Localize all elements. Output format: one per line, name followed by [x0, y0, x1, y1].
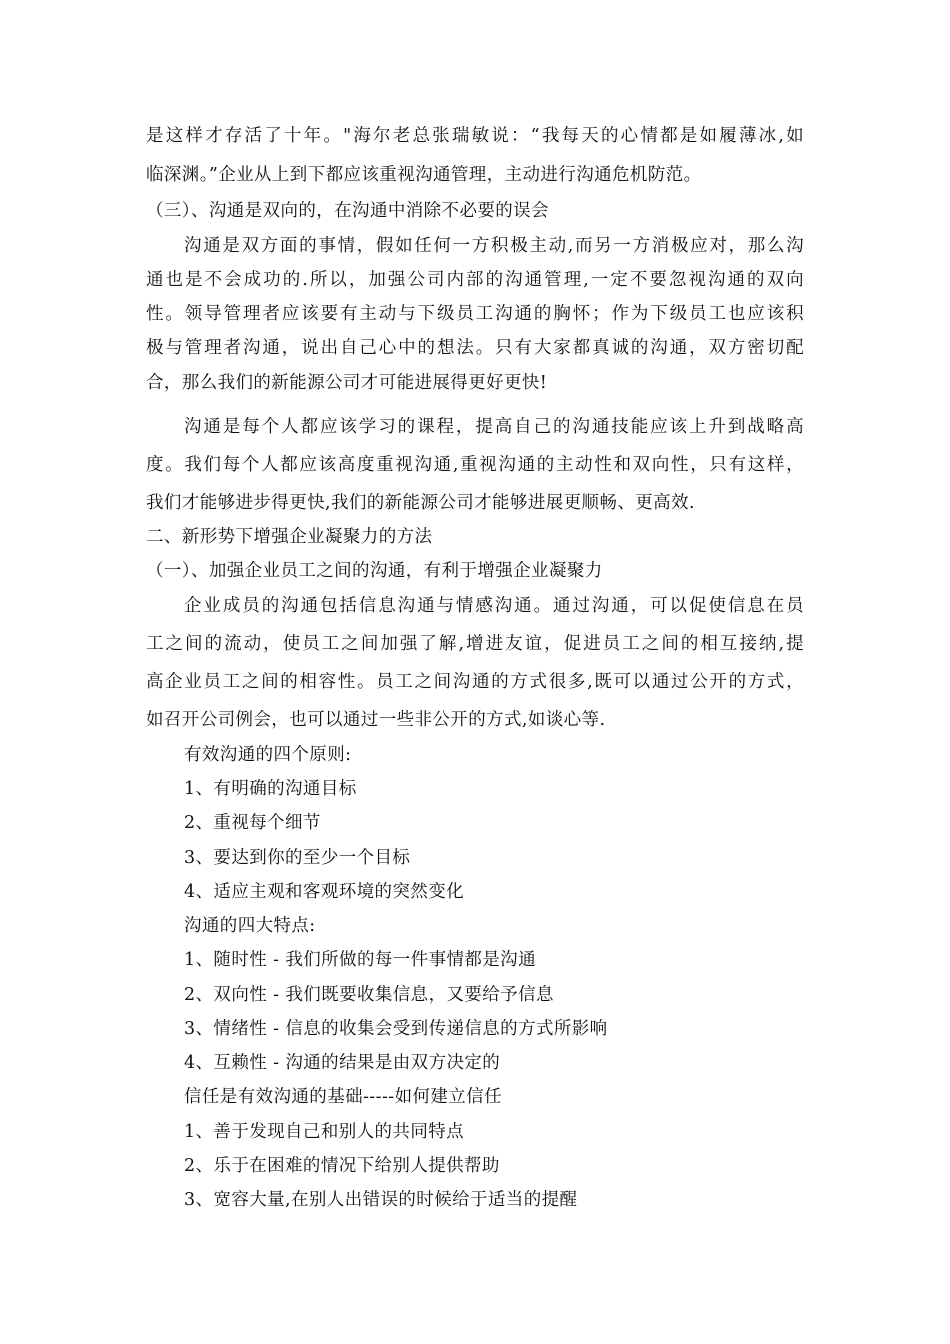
list-item: 3、情绪性 - 信息的收集会受到传递信息的方式所影响 — [184, 1019, 608, 1039]
paragraph-line: 沟通是双方面的事情，假如任何一方积极主动,而另一方消极应对，那么沟 — [184, 236, 804, 256]
paragraph-line: 度。我们每个人都应该高度重视沟通,重视沟通的主动性和双向性，只有这样， — [146, 455, 804, 475]
list-item: 4、适应主观和客观环境的突然变化 — [184, 882, 465, 902]
list-heading: 信任是有效沟通的基础-----如何建立信任 — [184, 1087, 502, 1107]
list-item: 1、有明确的沟通目标 — [184, 779, 357, 799]
paragraph-line: 沟通是每个人都应该学习的课程，提高自己的沟通技能应该上升到战略高 — [184, 417, 804, 437]
paragraph-line: 工之间的流动，使员工之间加强了解,增进友谊，促进员工之间的相互接纳,提 — [146, 634, 804, 654]
paragraph-line: 性。领导管理者应该要有主动与下级员工沟通的胸怀；作为下级员工也应该积 — [146, 304, 804, 324]
list-item: 2、乐于在困难的情况下给别人提供帮助 — [184, 1156, 500, 1176]
list-item: 3、宽容大量,在别人出错误的时候给于适当的提醒 — [184, 1190, 578, 1210]
list-item: 1、随时性 - 我们所做的每一件事情都是沟通 — [184, 950, 536, 970]
paragraph-line: 是这样才存活了十年。"海尔老总张瑞敏说：“我每天的心情都是如履薄冰,如 — [146, 126, 804, 146]
list-heading: 有效沟通的四个原则: — [184, 745, 352, 765]
paragraph-line: 通也是不会成功的.所以，加强公司内部的沟通管理,一定不要忽视沟通的双向 — [146, 270, 804, 290]
section-heading: （三）、沟通是双向的，在沟通中消除不必要的误会 — [146, 201, 549, 221]
list-item: 2、双向性 - 我们既要收集信息，又要给予信息 — [184, 985, 554, 1005]
list-item: 1、善于发现自己和别人的共同特点 — [184, 1122, 465, 1142]
list-heading: 沟通的四大特点: — [184, 916, 316, 936]
paragraph-line: 临深渊。”企业从上到下都应该重视沟通管理，主动进行沟通危机防范。 — [146, 165, 702, 185]
section-heading: （一）、加强企业员工之间的沟通，有利于增强企业凝聚力 — [146, 561, 603, 581]
list-item: 2、重视每个细节 — [184, 813, 321, 833]
list-item: 3、要达到你的至少一个目标 — [184, 848, 411, 868]
paragraph-line: 企业成员的沟通包括信息沟通与情感沟通。通过沟通，可以促使信息在员 — [184, 596, 804, 616]
paragraph-line: 极与管理者沟通，说出自己心中的想法。只有大家都真诚的沟通，双方密切配 — [146, 338, 804, 358]
paragraph-line: 我们才能够进步得更快,我们的新能源公司才能够进展更顺畅、更高效. — [146, 493, 695, 513]
section-heading: 二、新形势下增强企业凝聚力的方法 — [146, 527, 433, 547]
paragraph-line: 如召开公司例会，也可以通过一些非公开的方式,如谈心等. — [146, 710, 606, 730]
paragraph-line: 合，那么我们的新能源公司才可能进展得更好更快! — [146, 373, 548, 393]
paragraph-line: 高企业员工之间的相容性。员工之间沟通的方式很多,既可以通过公开的方式， — [146, 672, 804, 692]
list-item: 4、互赖性 - 沟通的结果是由双方决定的 — [184, 1053, 501, 1073]
